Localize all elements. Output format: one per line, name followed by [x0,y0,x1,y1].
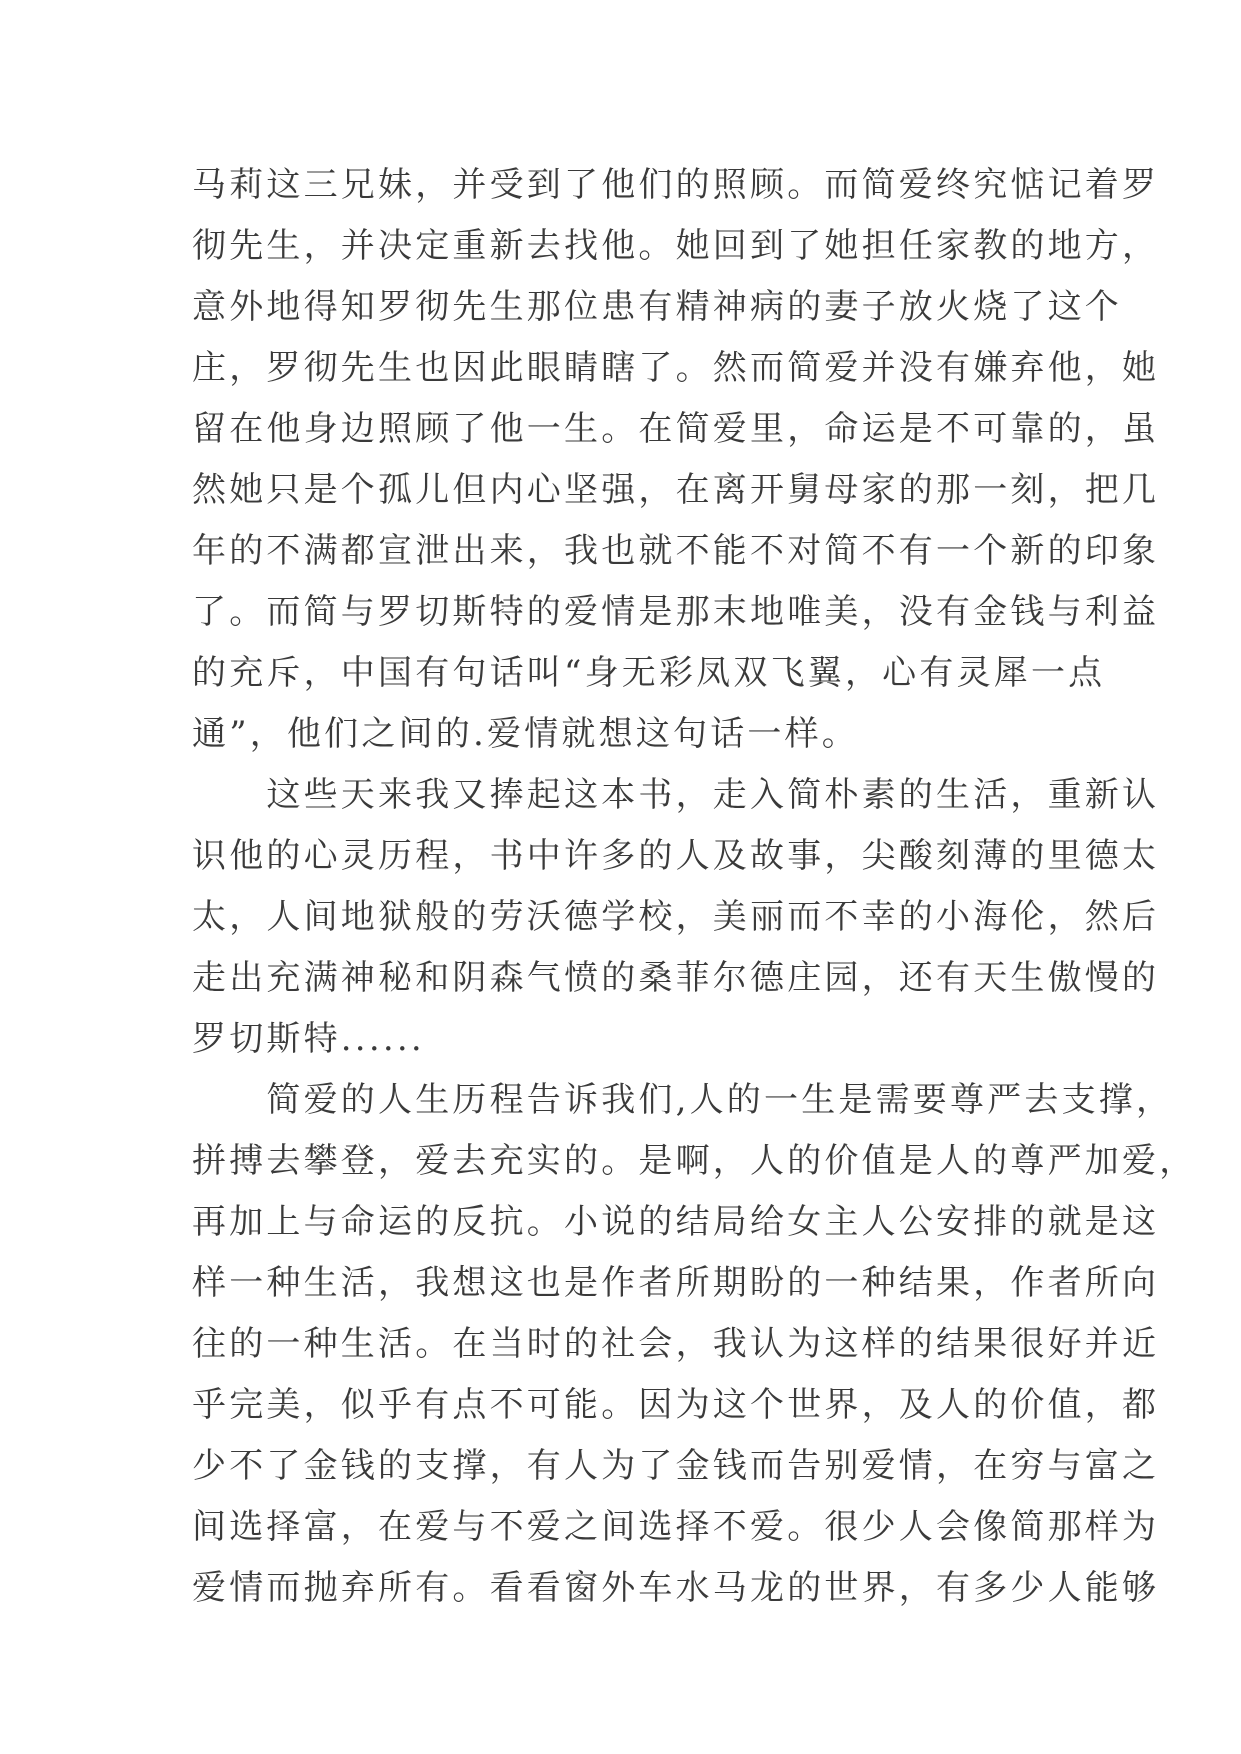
text-line: 留在他身边照顾了他一生。在简爱里，命运是不可靠的，虽 [192,409,1160,449]
text-line: 的充斥，中国有句话叫“身无彩凤双飞翼，心有灵犀一点 [192,653,1106,693]
text-line: 识他的心灵历程，书中许多的人及故事，尖酸刻薄的里德太 [192,836,1160,876]
text-line: 意外地得知罗彻先生那位患有精神病的妻子放火烧了这个 [192,287,1122,327]
text-line: 马莉这三兄妹，并受到了他们的照顾。而简爱终究惦记着罗 [192,165,1160,205]
text-line: 走出充满神秘和阴森气愤的桑菲尔德庄园，还有天生傲慢的 [192,958,1160,998]
text-line: 年的不满都宣泄出来，我也就不能不对简不有一个新的印象 [192,531,1160,571]
paragraph-start-line: 简爱的人生历程告诉我们,人的一生是需要尊严去支撑， [192,1080,1174,1120]
text-line: 爱情而抛弃所有。看看窗外车水马龙的世界，有多少人能够 [192,1568,1160,1608]
text-line: 拼搏去攀登，爱去充实的。是啊，人的价值是人的尊严加爱， [192,1141,1197,1181]
body-text [192,155,1197,1619]
text-line: 少不了金钱的支撑，有人为了金钱而告别爱情，在穷与富之 [192,1446,1160,1486]
text-line: 了。而简与罗切斯特的爱情是那末地唯美，没有金钱与利益 [192,592,1160,632]
text-line: 通”，他们之间的.爱情就想这句话一样。 [192,714,859,754]
text-line: 彻先生，并决定重新去找他。她回到了她担任家教的地方， [192,226,1160,266]
text-line: 罗切斯特...... [192,1019,425,1059]
text-line: 庄，罗彻先生也因此眼睛瞎了。然而简爱并没有嫌弃他，她 [192,348,1160,388]
paragraph-start-line: 这些天来我又捧起这本书，走入简朴素的生活，重新认 [192,775,1160,815]
text-line: 太，人间地狱般的劳沃德学校，美丽而不幸的小海伦，然后 [192,897,1160,937]
text-line: 再加上与命运的反抗。小说的结局给女主人公安排的就是这 [192,1202,1160,1242]
text-line: 然她只是个孤儿但内心坚强，在离开舅母家的那一刻，把几 [192,470,1160,510]
text-line: 往的一种生活。在当时的社会，我认为这样的结果很好并近 [192,1324,1160,1364]
text-line: 样一种生活，我想这也是作者所期盼的一种结果，作者所向 [192,1263,1160,1303]
text-line: 间选择富，在爱与不爱之间选择不爱。很少人会像简那样为 [192,1507,1160,1547]
text-line: 乎完美，似乎有点不可能。因为这个世界，及人的价值，都 [192,1385,1160,1425]
